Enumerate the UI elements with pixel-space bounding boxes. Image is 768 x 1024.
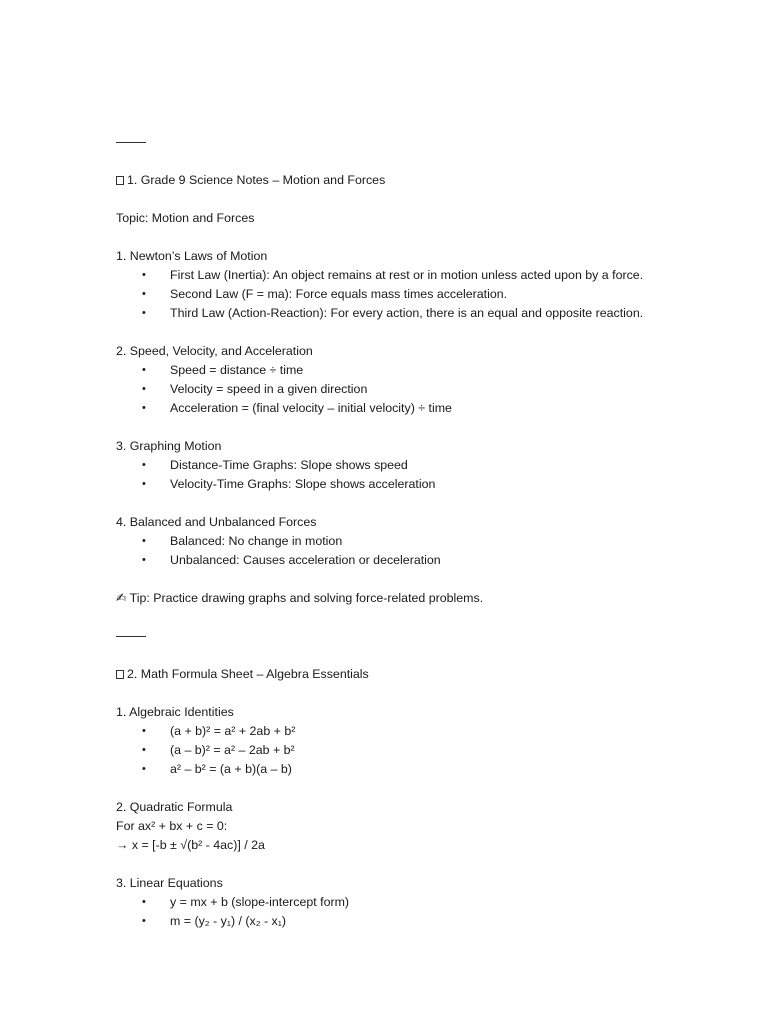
bullet-icon: • <box>142 364 146 376</box>
bullet-icon: • <box>142 269 146 281</box>
list-item: • y = mx + b (slope-intercept form) <box>116 893 716 912</box>
science-title: 1. Grade 9 Science Notes – Motion and Forces <box>116 171 716 190</box>
bullet-icon: • <box>142 896 146 908</box>
bullet-list <box>116 893 716 931</box>
section-heading: 2. Quadratic Formula <box>116 800 233 814</box>
bullet-icon: • <box>142 915 146 927</box>
math-title: 2. Math Formula Sheet – Algebra Essentials <box>116 665 716 684</box>
bullet-icon: • <box>142 307 146 319</box>
bullet-icon: • <box>142 763 146 775</box>
bullet-icon: • <box>142 744 146 756</box>
missing-glyph-box-icon <box>116 176 124 185</box>
horizontal-rule <box>116 636 146 637</box>
missing-glyph-box-icon <box>116 670 124 679</box>
science-topic: Topic: Motion and Forces <box>116 211 255 225</box>
bullet-icon: • <box>142 535 146 547</box>
list-item: • (a + b)² = a² + 2ab + b² <box>116 722 716 741</box>
formula-line: For ax² + bx + c = 0: <box>116 819 228 833</box>
list-item: • Acceleration = (final velocity – initial velocity) ÷ time <box>116 399 716 418</box>
list-item: • First Law (Inertia): An object remains at rest or in motion unless acted upon by a force. <box>116 266 716 285</box>
section-heading: 1. Newton’s Laws of Motion <box>116 249 268 263</box>
section-heading: 4. Balanced and Unbalanced Forces <box>116 515 317 529</box>
list-item: • Third Law (Action-Reaction): For every action, there is an equal and opposite reaction. <box>116 304 716 323</box>
list-item: • Second Law (F = ma): Force equals mass times acceleration. <box>116 285 716 304</box>
list-item: • a² – b² = (a + b)(a – b) <box>116 760 716 779</box>
section-heading: 1. Algebraic Identities <box>116 705 234 719</box>
bullet-icon: • <box>142 554 146 566</box>
tip-text: ✍ Tip: Practice drawing graphs and solving force-related problems. <box>116 591 484 605</box>
list-item: • Distance-Time Graphs: Slope shows speed <box>116 456 716 475</box>
bullet-list <box>116 266 716 323</box>
list-item: • Speed = distance ÷ time <box>116 361 716 380</box>
list-item: • (a – b)² = a² – 2ab + b² <box>116 741 716 760</box>
section-heading: 3. Linear Equations <box>116 876 223 890</box>
bullet-icon: • <box>142 478 146 490</box>
horizontal-rule <box>116 142 146 143</box>
list-item: • Velocity = speed in a given direction <box>116 380 716 399</box>
section-heading: 3. Graphing Motion <box>116 439 222 453</box>
list-item: • Balanced: No change in motion <box>116 532 716 551</box>
list-item: • Unbalanced: Causes acceleration or deceleration <box>116 551 716 570</box>
list-item: • m = (y₂ - y₁) / (x₂ - x₁) <box>116 912 716 931</box>
bullet-list <box>116 532 716 570</box>
bullet-icon: • <box>142 383 146 395</box>
formula-line: → x = [-b ± √(b² - 4ac)] / 2a <box>116 838 265 852</box>
document-body <box>116 133 716 931</box>
list-item: • Velocity-Time Graphs: Slope shows acceleration <box>116 475 716 494</box>
bullet-list <box>116 361 716 418</box>
bullet-icon: • <box>142 288 146 300</box>
bullet-icon: • <box>142 459 146 471</box>
bullet-list <box>116 722 716 779</box>
bullet-list <box>116 456 716 494</box>
bullet-icon: • <box>142 725 146 737</box>
section-heading: 2. Speed, Velocity, and Acceleration <box>116 344 313 358</box>
bullet-icon: • <box>142 402 146 414</box>
